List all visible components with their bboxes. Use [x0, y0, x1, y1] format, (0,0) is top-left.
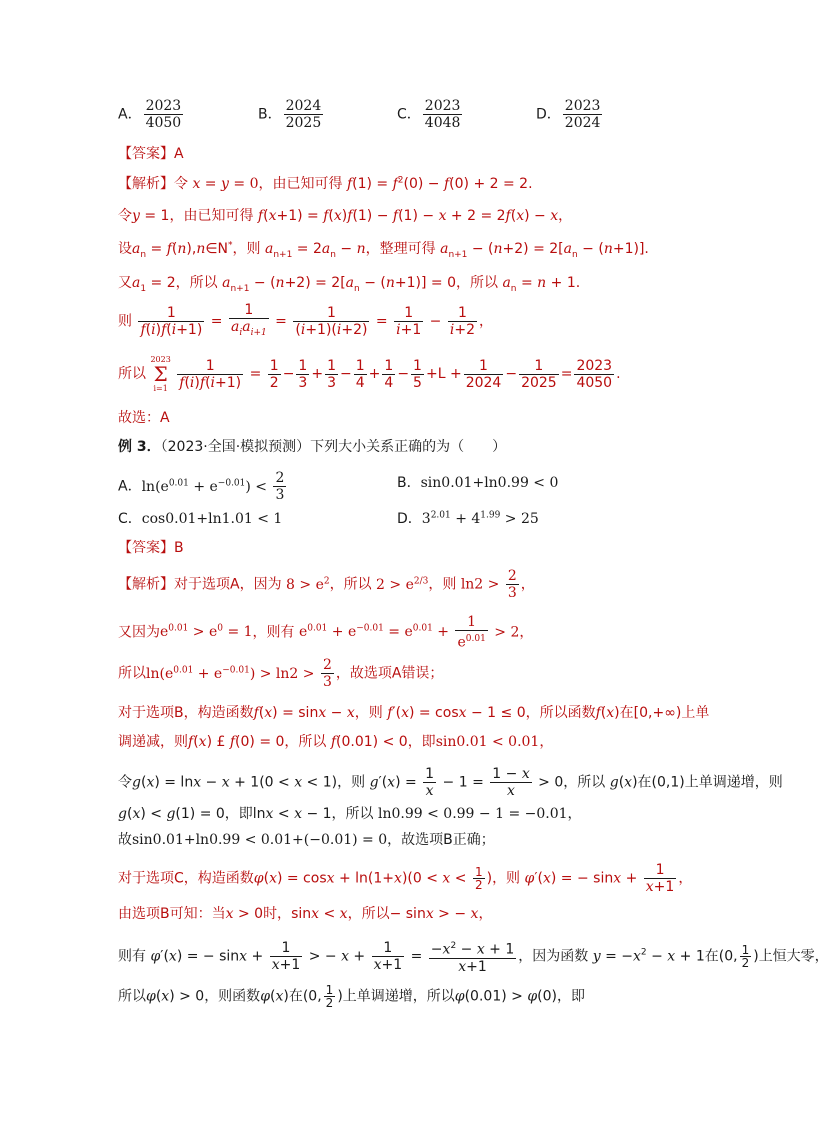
analysis-line-6: 所以 2023 Σ i=1 $\frac{1}{f(i)f(i+1)}$ = $\frac{1}{2}$ − $\frac{1}{3}$ + $\frac{1}{3}$ − $\frac{1}{4}$ + $\frac{1}{4}$ − $\frac{1}{5}$ +L + $\frac{1}{2024}$ − $\frac{1}{2025}$ = $\frac{2023}{4050}$ .	[118, 355, 621, 393]
analysis2-line-9: 对于选项C，构造函数φ(x) = cosx + ln(1+x)(0 < x < $\frac{1}{2}$ )，则 φ′(x) = − sinx + $\frac{1}{x+1}$ ，	[118, 862, 693, 895]
option-d-fraction: $\frac{2023}{2024}$	[564, 98, 601, 131]
math: x	[192, 176, 201, 192]
analysis-line-5: 则 $\frac{1}{f(i)f(i+1)}$ = $\frac{1}{a_ia_{i+1}}$ = $\frac{1}{(i+1)(i+2)}$ = $\frac{1}{i+1}$ − $\frac{1}{i+2}$ ，	[118, 302, 493, 338]
analysis2-line-10: 由选项B可知：当x > 0时，sinx < x，所以− sinx > − x，	[118, 906, 493, 922]
option-b-fraction: $\frac{2024}{2025}$	[285, 98, 322, 131]
analysis-line-3: 设$a_n$ = f(n),n∈N*，则 $a_{n+1} = 2a_n - n$，整理可得 $a_{n+1} - (n+2) = 2[a_n - (n+1)]$.	[118, 240, 649, 260]
analysis2-line-1: 【解析】对于选项A，因为 $8 > e^2$，所以 $2 > e^{2/3}$，则 ln2 > $\frac{2}{3}$ ，	[118, 568, 535, 601]
analysis2-line-8: 故sin0.01+ln0.99 < 0.01+(−0.01) = 0，故选项B正确；	[118, 832, 495, 848]
choose-1: 故选：A	[118, 410, 170, 426]
option-a-fraction: $\frac{2023}{4050}$	[145, 98, 182, 131]
example-3-question: 例 3．（2023·全国·模拟预测）下列大小关系正确的为（ ）	[118, 439, 507, 455]
analysis2-line-2: 又因为$e^{0.01} > e^0 = 1$，则有 $e^{0.01} + e^{-0.01} = e^{0.01}$ + $\frac{1}{e^{0.01}}$ > 2，	[118, 614, 534, 651]
answer-1: 【答案】A	[118, 146, 184, 162]
ex3-option-b[interactable]: B．sin0.01+ln0.99 < 0	[397, 475, 559, 491]
analysis2-line-4: 对于选项B，构造函数f(x) = sinx − x，则 f′(x) = cosx − 1 ≤ 0，所以函数f(x)在[0,+∞)上单	[118, 705, 710, 721]
ex3-option-d[interactable]: D．$3^{2.01} + 4^{1.99} > 25$	[397, 510, 539, 527]
ex3-option-c[interactable]: C．cos0.01+ln1.01 < 1	[118, 511, 283, 527]
option-c-fraction: $\frac{2023}{4048}$	[424, 98, 461, 131]
option-b[interactable]: B． $\frac{2024}{2025}$	[258, 98, 322, 131]
option-a[interactable]: A． $\frac{2023}{4050}$	[118, 98, 182, 131]
analysis-line-2: 令y = 1，由已知可得 f(x+1) = f(x)f(1) − f(1) − x + 2 = 2f(x) − x，	[118, 208, 573, 224]
analysis2-line-6: 令g(x) = lnx − x + 1(0 < x < 1)，则 g′(x) = $\frac{1}{x}$ − 1 = $\frac{1 - x}{x}$ > 0，所以 g(x)在(0,1)上单调递增，则	[118, 766, 783, 799]
option-c[interactable]: C． $\frac{2023}{4048}$	[397, 98, 461, 131]
analysis-line-4: 又$a_1 = 2$，所以 $a_{n+1} - (n+2) = 2[a_n - (n+1)] = 0$，所以 $a_n = n + 1$.	[118, 275, 581, 294]
analysis2-line-7: g(x) < g(1) = 0，即lnx < x − 1，所以 ln0.99 < 0.99 − 1 = −0.01，	[118, 806, 582, 822]
analysis2-line-12: 所以φ(x) > 0，则函数φ(x)在(0, $\frac{1}{2}$ )上单调递增，所以φ(0.01) > φ(0)，即	[118, 983, 585, 1010]
analysis2-line-11: 则有 φ′(x) = − sinx + $\frac{1}{x+1}$ > − x + $\frac{1}{x+1}$ = $\frac{-x^2 - x + 1}{x+1}$ ，因为函数 $y = -x^2 - x + 1$在(0, $\frac{1}{2}$ )上恒大零，	[118, 939, 829, 975]
ex3-option-a[interactable]: A．$\ln(e^{0.01} + e^{-0.01})$ < $\frac{2}{3}$	[118, 470, 285, 503]
answer-2: 【答案】B	[118, 540, 184, 556]
option-d[interactable]: D． $\frac{2023}{2024}$	[536, 98, 601, 131]
analysis2-line-3: 所以$\ln(e^{0.01} + e^{-0.01}) > \ln 2$ > $\frac{2}{3}$ ，故选项A错误；	[118, 657, 444, 690]
analysis2-line-5: 调递减，则f(x) £ f(0) = 0，所以 f(0.01) < 0，即sin0.01 < 0.01，	[118, 734, 554, 750]
analysis-line-1: 【解析】令 x = y = 0，由已知可得 $f(1) = f^2(0) - f(0) + 2 = 2$.	[118, 175, 533, 192]
sigma-icon: 2023 Σ i=1	[150, 355, 171, 393]
